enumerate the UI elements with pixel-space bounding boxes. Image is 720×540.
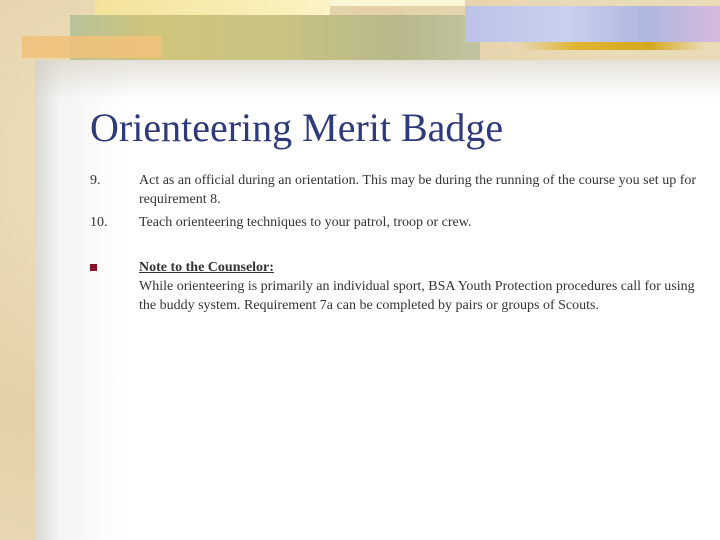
square-bullet-icon: [90, 264, 97, 271]
panel-shadow: [35, 60, 720, 100]
item-number: 10.: [90, 215, 108, 230]
item-text: Teach orienteering techniques to your patrol, troop or crew.: [139, 215, 472, 230]
slide-title: Orienteering Merit Badge: [90, 105, 504, 150]
note-heading: Note to the Counselor:: [139, 260, 274, 275]
note-text: While orienteering is primarily an individual sport, BSA Youth Protection procedures call for using the buddy system. Requirement 7a can be completed by pairs or groups of Scouts.: [139, 279, 695, 313]
item-text: Act as an official during an orientation. This may be during the running of the course you set up for requirement 8.: [139, 173, 697, 207]
item-number: 9.: [90, 173, 101, 188]
